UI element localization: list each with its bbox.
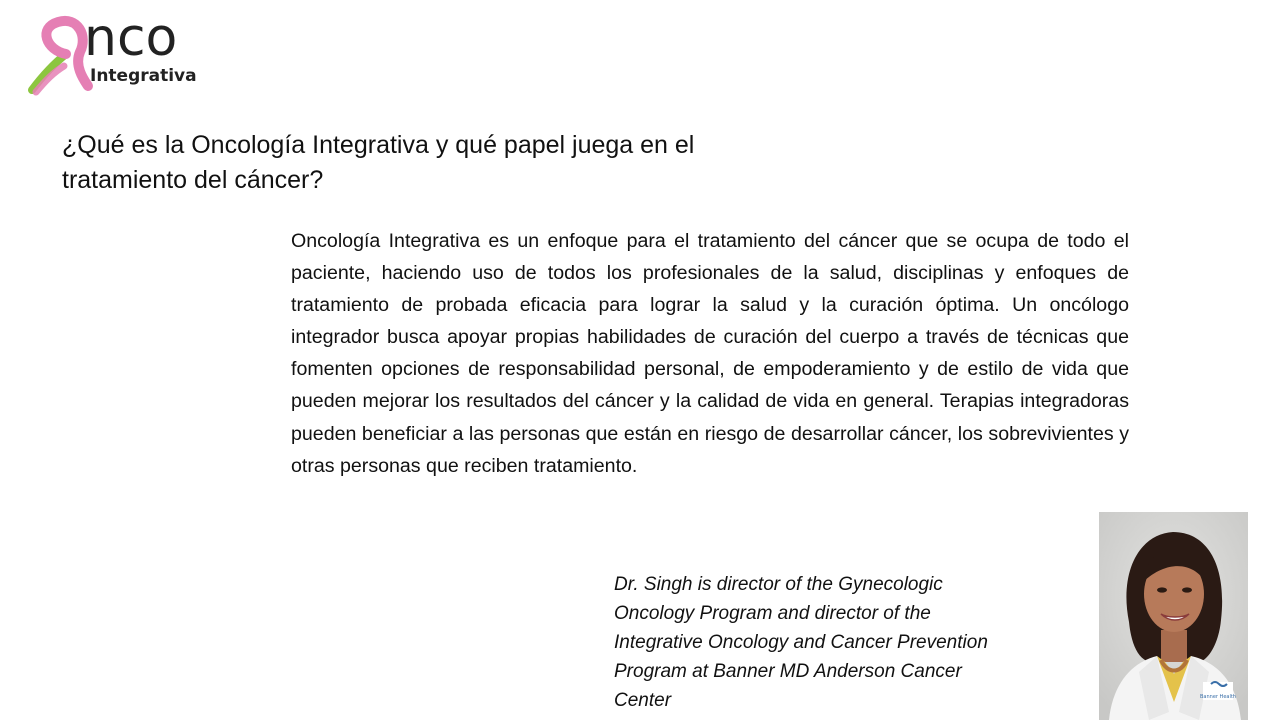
onco-integrativa-logo xyxy=(22,8,197,98)
logo-subtitle: Integrativa xyxy=(90,66,197,86)
badge-text: Banner Health xyxy=(1200,694,1236,700)
logo-wordmark: nco xyxy=(84,8,178,68)
photo-caption: Dr. Singh is director of the Gynecologic Oncology Program and director of the Integrative Oncology and Cancer Prevention Program at Banner MD Anderson Cancer Center xyxy=(614,574,988,711)
slide-title: ¿Qué es la Oncología Integrativa y qué papel juega en el tratamiento del cáncer? xyxy=(62,131,695,194)
body-paragraph: Oncología Integrativa es un enfoque para el tratamiento del cáncer que se ocupa de todo el paciente, haciendo uso de todos los profesionales de la salud, disciplinas y enfoques de tratamiento de probada eficacia para lograr la salud y la curación óptima. Un oncólogo integrador busca apoyar propias habilidades de curación del cuerpo a través de técnicas que fomenten opciones de responsabilidad personal, de empoderamiento y de estilo de vida que pueden mejorar los resultados del cáncer y la calidad de vida en general. Terapias integradoras pueden beneficiar a las personas que están en riesgo de desarrollar cáncer, los sobrevivientes y otras personas que reciben tratamiento. xyxy=(291,230,1129,477)
doctor-portrait xyxy=(1099,512,1248,720)
portrait-image xyxy=(1099,512,1248,720)
